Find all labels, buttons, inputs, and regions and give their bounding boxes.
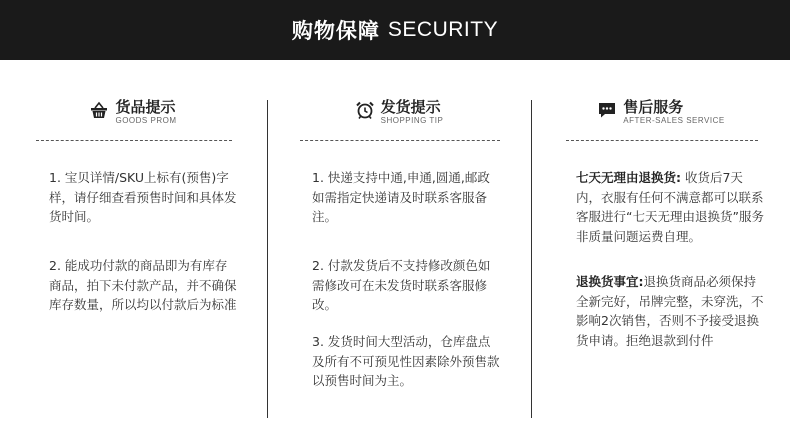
- section-title: 售后服务: [623, 98, 684, 116]
- dashed-separator: [36, 140, 232, 141]
- dashed-separator: [566, 140, 758, 141]
- page-header: [0, 0, 790, 60]
- after-sales-item-label: 七天无理由退换货:: [576, 170, 681, 185]
- section-heading: [0, 98, 266, 126]
- section-subtitle: AFTER-SALES SERVICE: [623, 116, 725, 125]
- after-sales-item: [576, 168, 766, 246]
- section-heading: [268, 98, 530, 126]
- chat-bubble-icon: [597, 100, 617, 120]
- shipping-notice-item: 2. 付款发货后不支持修改颜色如需修改可在未发货时联系客服修改。: [312, 258, 491, 312]
- header-title-en: SECURITY: [387, 18, 499, 41]
- section-title: 发货提示: [380, 98, 441, 116]
- after-sales-item-label: 退换货事宜:: [576, 274, 644, 289]
- shopping-basket-icon: [89, 100, 109, 120]
- goods-notice-item: 2. 能成功付款的商品即为有库存商品，拍下未付款产品，并不确保库存数量，所以均以付款后为标准: [49, 258, 237, 312]
- section-subtitle: GOODS PROM: [115, 116, 177, 125]
- shipping-notice-item: 3. 发货时间大型活动，仓库盘点及所有不可预见性因素除外预售款以预售时间为主。: [312, 334, 500, 388]
- header-title-cn: 购物保障: [291, 19, 380, 43]
- after-sales-section: [532, 60, 790, 434]
- section-title: 货品提示: [115, 98, 176, 116]
- alarm-clock-icon: [355, 100, 375, 120]
- shipping-notice-section: [268, 60, 530, 434]
- dashed-separator: [300, 140, 500, 141]
- after-sales-item-text: 退换货商品必须保持全新完好，吊牌完整，未穿洗，不影响2次销售，否则不予接受退换货申请。拒绝退款到付件: [576, 274, 764, 348]
- section-subtitle: SHOPPING TIP: [380, 116, 444, 125]
- goods-notice-section: [0, 60, 266, 434]
- section-heading: [532, 98, 790, 126]
- after-sales-item-text: 收货后7天内，衣服有任何不满意都可以联系客服进行“七天无理由退换货”服务非质量问题运费自理。: [576, 170, 764, 244]
- shipping-notice-item: 1. 快递支持中通,申通,圆通,邮政如需指定快递请及时联系客服备注。: [312, 170, 490, 224]
- goods-notice-item: 1. 宝贝详情/SKU上标有(预售)字样，请仔细查看预售时间和具体发货时间。: [49, 170, 237, 224]
- after-sales-item: [576, 272, 766, 350]
